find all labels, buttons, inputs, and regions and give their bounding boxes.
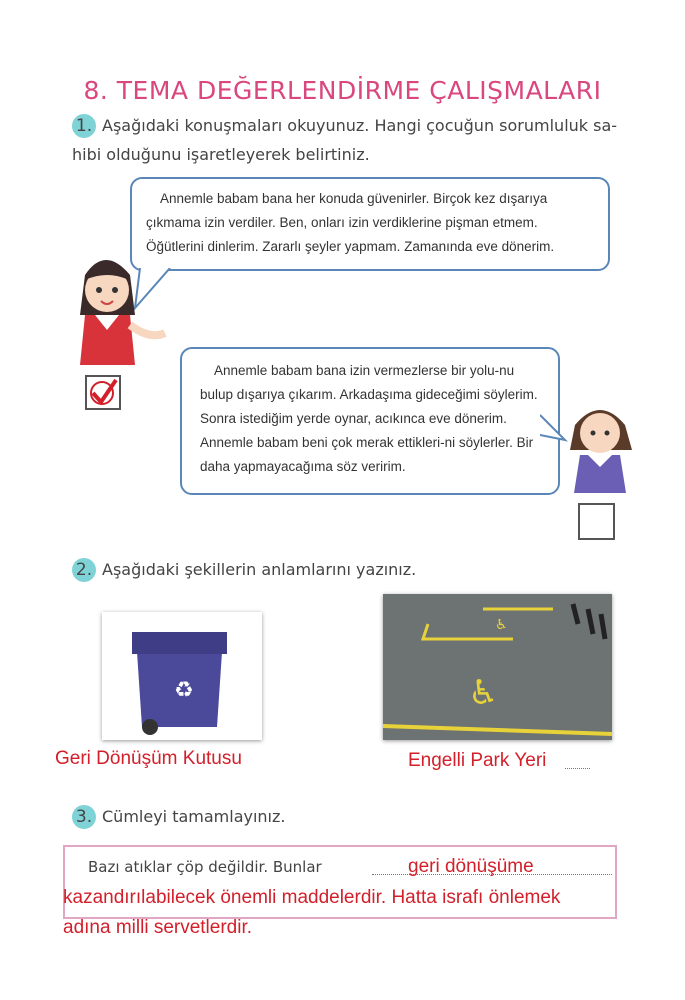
answer-checkbox-2[interactable] xyxy=(578,503,615,540)
question-number: 2. xyxy=(72,558,96,582)
question-3 xyxy=(72,803,285,831)
girl-illustration-2 xyxy=(560,395,650,495)
question-text: Aşağıdaki konuşmaları okuyunuz. Hangi çocuğun sorumluluk sa- xyxy=(102,116,618,135)
question-1-cont: hibi olduğunu işaretleyerek belirtiniz. xyxy=(72,145,370,164)
dotted-line xyxy=(565,768,590,769)
question-text: Aşağıdaki şekillerin anlamlarını yazınız. xyxy=(102,560,417,579)
speech-bubble-2: Annemle babam bana izin vermezlerse bir yolu-nu bulup dışarıya çıkarım. Arkadaşıma gideceğimi söylerim. Sonra istediğim yerde oynar, acıkınca eve dönerim. Annemle babam beni çok merak ettikleri-ni söylerler. Bir daha yapmayacağıma söz veririm. xyxy=(180,347,560,495)
recycle-bin-image xyxy=(102,612,262,740)
svg-text:♿: ♿ xyxy=(468,673,499,713)
disabled-parking-image xyxy=(383,594,612,740)
answer-line-3: adına milli servetlerdir. xyxy=(63,917,253,938)
answer-recycle-bin: Geri Dönüşüm Kutusu xyxy=(55,748,242,769)
recycle-bin-icon xyxy=(102,612,262,740)
svg-text:♿: ♿ xyxy=(495,617,508,633)
answer-disabled-parking: Engelli Park Yeri xyxy=(408,750,547,771)
question-text: Cümleyi tamamlayınız. xyxy=(102,807,286,826)
wheelchair-icon xyxy=(383,594,612,740)
answer-line-2: kazandırılabilecek önemli maddelerdir. Hatta israfı önlemek xyxy=(63,887,561,908)
girl-illustration-1 xyxy=(55,245,170,370)
question-number: 1. xyxy=(72,114,96,138)
answer-line-1: geri dönüşüme xyxy=(408,856,534,877)
speech-bubble-1: Annemle babam bana her konuda güvenirler. Birçok kez dışarıya çıkmama izin verdiler. Ben, onları izin verdiklerine pişman etmem. Öğütlerini dinlerim. Zararlı şeyler yapmam. Zamanında eve dönerim. xyxy=(130,177,610,271)
question-2 xyxy=(72,556,416,584)
question-1 xyxy=(72,112,617,140)
question-number: 3. xyxy=(72,805,96,829)
sentence-prefix: Bazı atıklar çöp değildir. Bunlar xyxy=(88,858,322,876)
check-mark-icon xyxy=(87,377,119,408)
answer-checkbox-1[interactable] xyxy=(85,375,121,410)
svg-text:♻: ♻ xyxy=(174,678,194,703)
page-title: 8. TEMA DEĞERLENDİRME ÇALIŞMALARI xyxy=(83,76,602,105)
